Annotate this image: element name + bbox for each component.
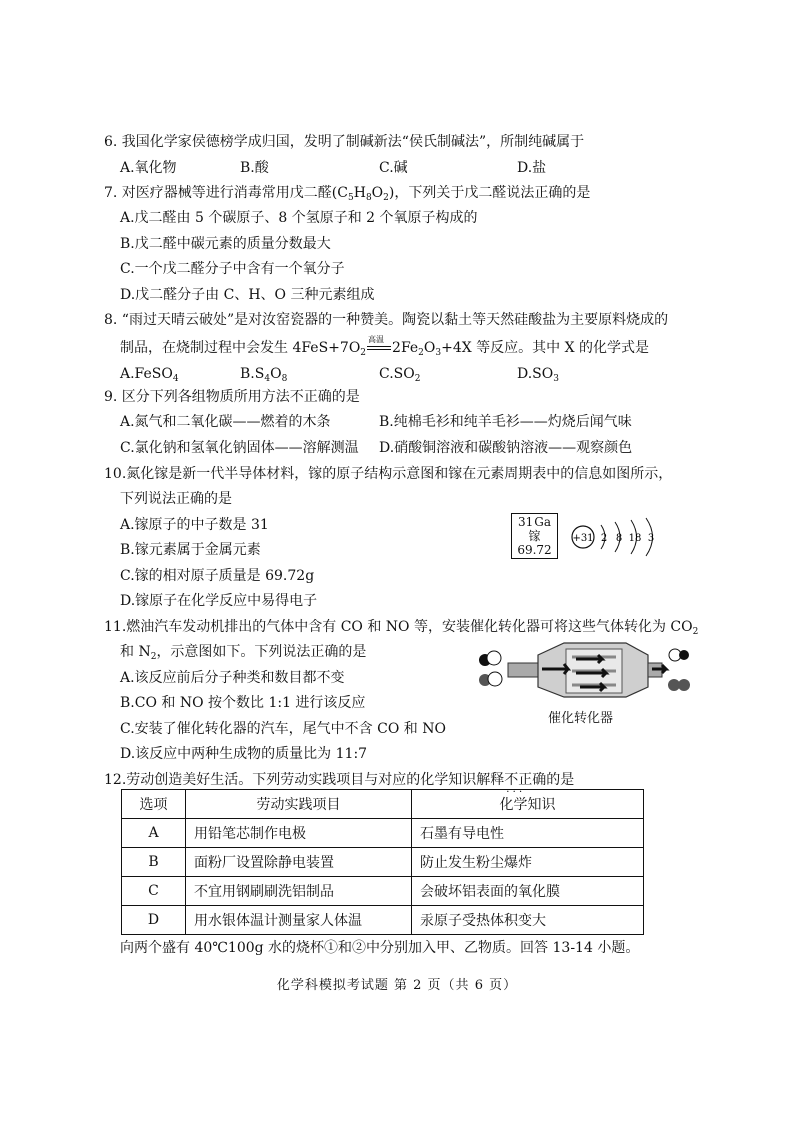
q7-option-d: D.戊二醛分子由 C、H、O 三种元素组成 <box>120 287 375 303</box>
q7-option-c: C.一个戊二醛分子中含有一个氧分子 <box>120 261 345 277</box>
q9-option-d: D.硝酸铜溶液和碳酸钠溶液——观察颜色 <box>379 440 633 456</box>
catalytic-converter-caption: 催化转化器 <box>548 711 614 726</box>
reaction-condition: 高温 <box>366 339 392 357</box>
table-row <box>122 906 644 935</box>
q9-option-a: A.氮气和二氧化碳——燃着的木条 <box>120 414 331 430</box>
element-symbol: Ga <box>534 515 551 529</box>
shell-1-count: 2 <box>600 533 608 544</box>
q6-option-a: A.氧化物 <box>120 160 177 176</box>
q7-option-a: A.戊二醛由 5 个碳原子、8 个氢原子和 2 个氧原子构成的 <box>120 210 478 226</box>
q7-stem: 7. 对医疗器械等进行消毒常用戊二醛$(C_5H_8O_2)$，下列关于戊二醛说法正确的是 <box>104 185 591 203</box>
table-cell: 面粉厂设置除静电装置 <box>186 848 412 877</box>
q8-option-b: $B.S_4O_8$ <box>240 366 288 384</box>
q11-stem-line1: 11.燃油汽车发动机排出的气体中含有 CO 和 NO 等，安装催化转化器可将这些气体转化为 $CO_2$ <box>104 619 699 637</box>
emphasis-text: 不正确 · · · <box>504 772 546 788</box>
catalytic-converter-illustration <box>476 637 692 705</box>
q8-stem-line2: 制品，在烧制过程中会发生 $4FeS+7O_2$ 高温 $2Fe_2O_3+4X$ 等反应。其中 X 的化学式是 <box>120 335 650 358</box>
q8-option-d: $D.SO_3$ <box>517 366 559 384</box>
q11-option-c: C.安装了催化转化器的汽车，尾气中不含 CO 和 NO <box>120 721 446 737</box>
shell-4-count: 3 <box>647 533 655 544</box>
q11-option-b: B.CO 和 NO 按个数比 1:1 进行该反应 <box>120 695 366 711</box>
q9-option-b: B.纯棉毛衫和纯羊毛衫——灼烧后闻气味 <box>379 414 632 430</box>
q11-stem-line2: 和 $N_2$，示意图如下。下列说法正确的是 <box>120 644 367 662</box>
table-cell: 汞原子受热体积变大 <box>412 906 644 935</box>
q9-stem: 9. 区分下列各组物质所用方法不正确的是 <box>104 389 360 405</box>
labor-chemistry-table <box>121 789 644 935</box>
q10-stem-line2: 下列说法正确的是 <box>120 491 232 507</box>
q12-stem: 12.劳动创造美好生活。下列劳动实践项目与对应的化学知识解释不正确 · · ·的是 <box>104 771 574 789</box>
table-header-row <box>122 790 644 819</box>
table-header: 化学知识 <box>412 790 644 819</box>
table-cell: B <box>122 848 186 877</box>
q13-intro: 向两个盛有 40℃100g 水的烧杯①和②中分别加入甲、乙物质。回答 13-14 小题。 <box>120 940 640 956</box>
q6-stem: 6. 我国化学家侯德榜学成归国，发明了制碱新法“侯氏制碱法”，所制纯碱属于 <box>104 134 585 150</box>
atomic-mass: 69.72 <box>517 543 552 557</box>
q11-option-d: D.该反应中两种生成物的质量比为 11:7 <box>120 746 368 762</box>
table-cell: C <box>122 877 186 906</box>
table-header: 劳动实践项目 <box>186 790 412 819</box>
element-name: 镓 <box>528 529 541 543</box>
q6-option-b: B.酸 <box>240 160 269 176</box>
table-row <box>122 819 644 848</box>
table-cell: D <box>122 906 186 935</box>
q10-option-b: B.镓元素属于金属元素 <box>120 542 261 558</box>
periodic-table-cell <box>511 513 558 559</box>
q10-option-c: C.镓的相对原子质量是 69.72g <box>120 568 315 584</box>
q8-stem-line1: 8. “雨过天晴云破处”是对汝窑瓷器的一种赞美。陶瓷以黏土等天然硅酸盐为主要原料烧成的 <box>104 312 669 328</box>
table-row <box>122 848 644 877</box>
q6-option-c: C.碱 <box>379 160 408 176</box>
table-cell: 会破坏铝表面的氧化膜 <box>412 877 644 906</box>
table-cell: 石墨有导电性 <box>412 819 644 848</box>
q6-option-d: D.盐 <box>517 160 547 176</box>
page-footer: 化学科模拟考试题 第 2 页（共 6 页） <box>276 978 518 993</box>
q8-option-a: A.FeSO$_4$ <box>120 366 179 384</box>
table-row <box>122 877 644 906</box>
shell-2-count: 8 <box>615 533 623 544</box>
table-cell: 不宜用钢刷刷洗铝制品 <box>186 877 412 906</box>
q10-stem-line1: 10.氮化镓是新一代半导体材料，镓的原子结构示意图和镓在元素周期表中的信息如图所示， <box>104 466 673 482</box>
nucleus-charge: +31 <box>572 533 594 544</box>
atomic-number: 31 <box>518 515 534 529</box>
table-cell: 用铅笔芯制作电极 <box>186 819 412 848</box>
table-header: 选项 <box>122 790 186 819</box>
q7-option-b: B.戊二醛中碳元素的质量分数最大 <box>120 236 331 252</box>
table-cell: 用水银体温计测量家人体温 <box>186 906 412 935</box>
table-cell: 防止发生粉尘爆炸 <box>412 848 644 877</box>
shell-3-count: 18 <box>628 533 642 544</box>
q11-option-a: A.该反应前后分子种类和数目都不变 <box>120 670 345 686</box>
atomic-structure-diagram <box>571 517 661 559</box>
table-cell: A <box>122 819 186 848</box>
q9-option-c: C.氯化钠和氢氧化钠固体——溶解测温 <box>120 440 359 456</box>
q8-option-c: $C.SO_2$ <box>379 366 421 384</box>
q10-option-d: D.镓原子在化学反应中易得电子 <box>120 593 318 609</box>
q10-option-a: A.镓原子的中子数是 31 <box>120 517 269 533</box>
